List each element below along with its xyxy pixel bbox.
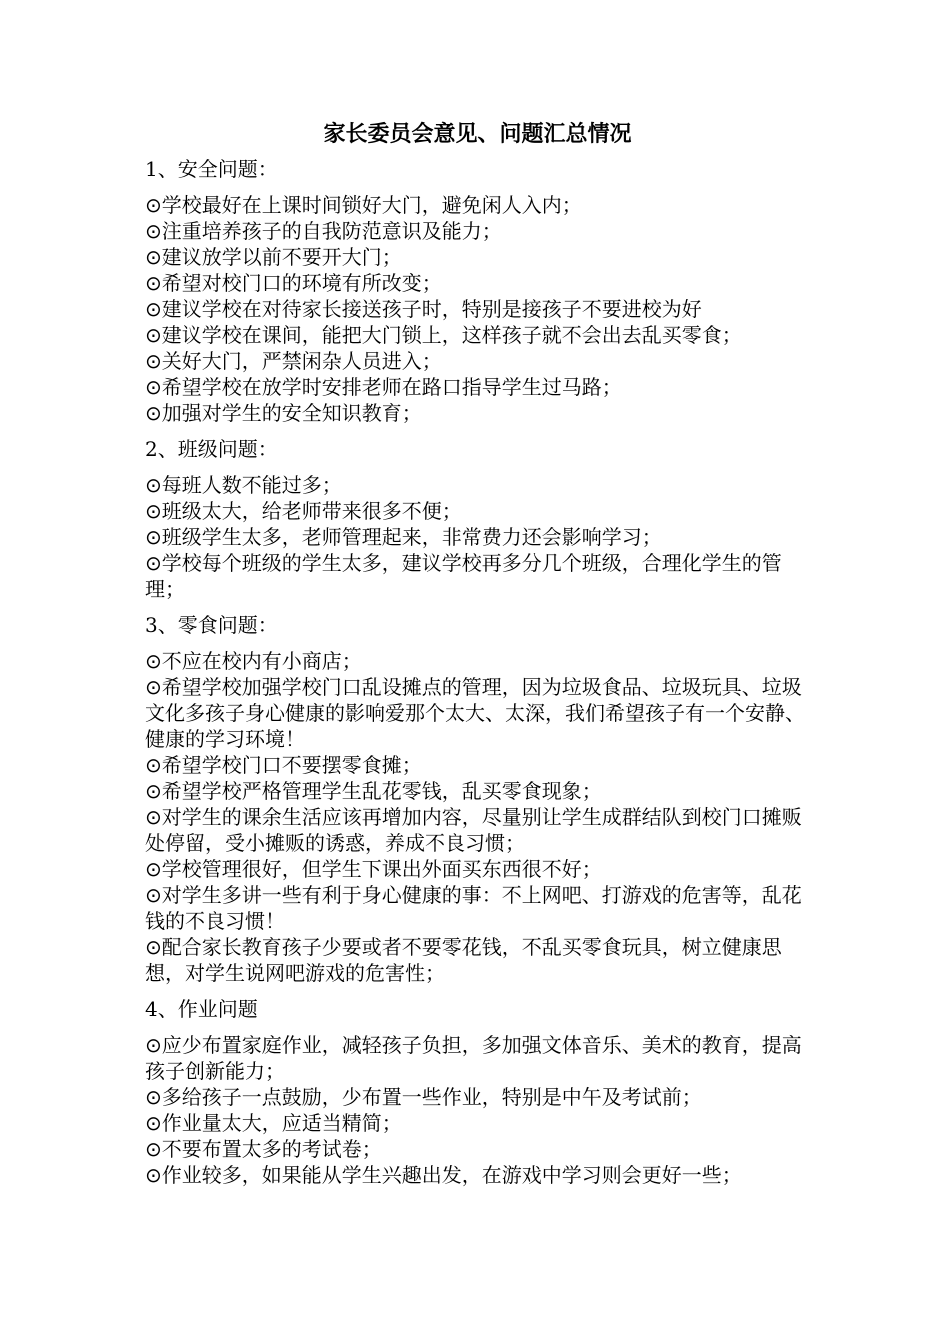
bullet-icon: ⊙ [145, 779, 162, 803]
bullet-icon: ⊙ [145, 499, 162, 523]
bullet-icon: ⊙ [145, 649, 162, 673]
list-item-text: 作业量太大，应适当精简； [161, 1111, 402, 1135]
list-item-text: 对学生多讲一些有利于身心健康的事：不上网吧、打游戏的危害等，乱花钱的不良习惯！ [145, 883, 802, 933]
bullet-icon: ⊙ [145, 883, 162, 907]
section-4 [145, 996, 810, 1188]
list-item [145, 804, 810, 856]
bullet-icon: ⊙ [145, 375, 162, 399]
list-item [145, 270, 810, 296]
section-2 [145, 436, 810, 602]
list-item [145, 244, 810, 270]
bullet-icon: ⊙ [145, 1137, 162, 1161]
list-item-text: 对学生的课余生活应该再增加内容，尽量别让学生成群结队到校门口摊贩处停留，受小摊贩的诱惑，养成不良习惯； [145, 805, 802, 855]
list-item-text: 多给孩子一点鼓励，少布置一些作业，特别是中午及考试前； [161, 1085, 702, 1109]
bullet-icon: ⊙ [145, 1033, 162, 1057]
list-item-text: 应少布置家庭作业，减轻孩子负担，多加强文体音乐、美术的教育，提高孩子创新能力； [145, 1033, 802, 1083]
list-item-text: 希望学校严格管理学生乱花零钱，乱买零食现象； [161, 779, 602, 803]
list-item-text: 学校每个班级的学生太多，建议学校再多分几个班级，合理化学生的管理； [145, 551, 782, 601]
list-item [145, 648, 810, 674]
bullet-icon: ⊙ [145, 193, 162, 217]
list-item-text: 不要布置太多的考试卷； [161, 1137, 382, 1161]
bullet-icon: ⊙ [145, 401, 162, 425]
list-item-text: 配合家长教育孩子少要或者不要零花钱，不乱买零食玩具，树立健康思想，对学生说网吧游戏的危害性； [145, 935, 782, 985]
section-item-list [145, 192, 810, 426]
bullet-icon: ⊙ [145, 297, 162, 321]
list-item-text: 每班人数不能过多； [161, 473, 342, 497]
list-item [145, 472, 810, 498]
list-item-text: 希望学校加强学校门口乱设摊点的管理，因为垃圾食品、垃圾玩具、垃圾文化多孩子身心健康的影响爱那个太大、太深，我们希望孩子有一个安静、健康的学习环境！ [145, 675, 805, 751]
list-item [145, 322, 810, 348]
bullet-icon: ⊙ [145, 525, 162, 549]
bullet-icon: ⊙ [145, 1111, 162, 1135]
bullet-icon: ⊙ [145, 551, 162, 575]
bullet-icon: ⊙ [145, 935, 162, 959]
list-item-text: 学校管理很好，但学生下课出外面买东西很不好； [161, 857, 602, 881]
list-item-text: 加强对学生的安全知识教育； [161, 401, 422, 425]
list-item-text: 希望学校门口不要摆零食摊； [161, 753, 422, 777]
section-heading: 2、班级问题： [145, 437, 278, 461]
section-item-list [145, 648, 810, 986]
list-item [145, 882, 810, 934]
section-3 [145, 612, 810, 986]
list-item-text: 建议放学以前不要开大门； [161, 245, 402, 269]
bullet-icon: ⊙ [145, 753, 162, 777]
bullet-icon: ⊙ [145, 245, 162, 269]
list-item [145, 296, 810, 322]
bullet-icon: ⊙ [145, 857, 162, 881]
list-item [145, 192, 810, 218]
list-item-text: 注重培养孩子的自我防范意识及能力； [161, 219, 502, 243]
list-item [145, 856, 810, 882]
section-heading: 3、零食问题： [145, 613, 278, 637]
list-item-text: 学校最好在上课时间锁好大门，避免闲人入内； [161, 193, 582, 217]
bullet-icon: ⊙ [145, 675, 162, 699]
document-title: 家长委员会意见、问题汇总情况 [323, 121, 632, 147]
list-item-text: 关好大门，严禁闲杂人员进入； [161, 349, 442, 373]
bullet-icon: ⊙ [145, 323, 162, 347]
section-item-list [145, 1032, 810, 1188]
list-item [145, 778, 810, 804]
list-item [145, 550, 810, 602]
list-item [145, 1136, 810, 1162]
section-item-list [145, 472, 810, 602]
list-item-text: 班级太大，给老师带来很多不便； [161, 499, 462, 523]
bullet-icon: ⊙ [145, 1085, 162, 1109]
list-item [145, 218, 810, 244]
bullet-icon: ⊙ [145, 219, 162, 243]
list-item [145, 400, 810, 426]
bullet-icon: ⊙ [145, 271, 162, 295]
list-item-text: 班级学生太多，老师管理起来，非常费力还会影响学习； [161, 525, 662, 549]
list-item [145, 374, 810, 400]
list-item [145, 1032, 810, 1084]
list-item-text: 作业较多，如果能从学生兴趣出发，在游戏中学习则会更好一些； [161, 1163, 742, 1187]
list-item [145, 752, 810, 778]
list-item-text: 建议学校在对待家长接送孩子时，特别是接孩子不要进校为好 [161, 297, 702, 321]
list-item [145, 498, 810, 524]
list-item [145, 348, 810, 374]
document-page [145, 118, 810, 1198]
document-body [145, 156, 810, 1188]
list-item [145, 1162, 810, 1188]
section-heading: 1、安全问题： [145, 157, 278, 181]
list-item [145, 674, 810, 752]
list-item [145, 1110, 810, 1136]
bullet-icon: ⊙ [145, 1163, 162, 1187]
list-item-text: 不应在校内有小商店； [161, 649, 362, 673]
list-item [145, 524, 810, 550]
section-1 [145, 156, 810, 426]
bullet-icon: ⊙ [145, 349, 162, 373]
section-heading: 4、作业问题 [145, 997, 258, 1021]
list-item [145, 1084, 810, 1110]
bullet-icon: ⊙ [145, 805, 162, 829]
list-item-text: 建议学校在课间，能把大门锁上，这样孩子就不会出去乱买零食； [161, 323, 742, 347]
bullet-icon: ⊙ [145, 473, 162, 497]
list-item [145, 934, 810, 986]
list-item-text: 希望对校门口的环境有所改变； [161, 271, 442, 295]
list-item-text: 希望学校在放学时安排老师在路口指导学生过马路； [161, 375, 622, 399]
